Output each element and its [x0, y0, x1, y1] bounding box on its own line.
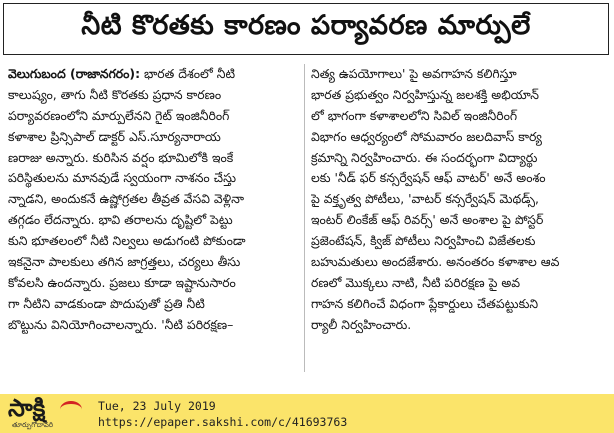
- article-line: కోవలసి ఉందన్నారు. ప్రజలు కూడా ఇష్టానుసారం: [8, 274, 236, 290]
- footer-bar: [0, 394, 614, 433]
- article-line: గా నీటిని వాడకుండా పొదుపుతో ప్రతి నీటి: [8, 295, 205, 311]
- article-line: పర్యావరణంలోని మార్పులేనని గైట్ ఇంజినీరింగ్: [8, 107, 230, 123]
- column-divider: [304, 64, 305, 372]
- article-line: పై వక్తృత్వ పోటీలు, 'వాటర్ కన్సర్వేషన్ మెథడ్స్,: [311, 191, 539, 207]
- article-column-left: [8, 64, 298, 336]
- epaper-url[interactable]: https://epaper.sakshi.com/c/41693763: [98, 415, 348, 429]
- article-column-right: [311, 64, 601, 336]
- article-line: ణరాజు అన్నారు. కురిసిన వర్షం భూమిలోకి ఇంకే: [8, 149, 234, 165]
- article-line: నిత్య ఉపయోగాలు' పై అవగాహన కలిగిస్తూ: [311, 66, 517, 81]
- article-line: క్రమాన్ని నిర్వహించారు. ఈ సందర్భంగా విద్యార్థు: [311, 149, 538, 165]
- headline: నీటి కొరతకు కారణం పర్యావరణ మార్పులే: [81, 10, 531, 41]
- article-line: వెలుగుబంద (రాజానగరం): భారత దేశంలో నీటి: [8, 66, 236, 81]
- headline-box: [3, 3, 609, 55]
- article-line: కళాశాల ప్రిన్సిపాల్ డాక్టర్ ఎస్.సూర్యనారాయ: [8, 128, 221, 144]
- logo-text: సాక్షి: [8, 394, 46, 422]
- article-line: భారత ప్రభుత్వం నిర్వహిస్తున్న జలశక్తి అభియాన్: [311, 86, 539, 102]
- footer-meta: [98, 398, 347, 430]
- article-line: ఇంటర్ లింకేజ్ ఆఫ్ రివర్స్' అనే అంశాల పై పోస్టర్: [311, 212, 544, 228]
- publication-date: Tue, 23 July 2019: [98, 399, 216, 413]
- article-line: లకు 'నీడ్ ఫర్ కన్సర్వేషన్ ఆఫ్ వాటర్' అనే అంశం: [311, 170, 546, 186]
- article-line: విభాగం ఆధ్వర్యంలో సోమవారం జలదివాస్ కార్య: [311, 128, 542, 144]
- dateline: వెలుగుబంద (రాజానగరం):: [8, 66, 141, 81]
- article-line: ప్రజెంటేషన్, క్విజ్ పోటీలు నిర్వహించి విజేతలకు: [311, 233, 536, 249]
- article-line: న్నాడని, అందుకనే ఉష్ణోగ్రతల తీవ్రత వేసవి వెళ్లినా: [8, 191, 244, 207]
- article-line: పరిస్థితులను మానవుడే స్వయంగా నాశనం చేస్తు: [8, 170, 237, 186]
- article-line: గాహన కలిగించే విధంగా ప్లేకార్డులు చేతపట్టుకుని: [311, 295, 539, 311]
- article-line: లో భాగంగా కళాశాలలోని సివిల్ ఇంజినీరింగ్: [311, 107, 518, 123]
- article-line: రణలో మొక్కలు నాటి, నీటి పరిరక్షణ పై అవ: [311, 274, 521, 290]
- logo-swoosh-icon: [60, 401, 82, 418]
- article-line: బహుమతులు అందజేశారు. అనంతరం కళాశాల ఆవ: [311, 254, 560, 270]
- article-line: కాలుష్యం, తాగు నీటి కొరతకు ప్రధాన కారణం: [8, 86, 222, 102]
- logo-subtext: తూర్పుగోదావరి: [12, 421, 53, 429]
- article-line: ఇకనైనా పాలకులు తగిన జాగ్రత్తలు, చర్యలు తీసు: [8, 254, 241, 270]
- article-line: తగ్గడం లేదన్నారు. భావి తరాలను దృష్టిలో పెట్టు: [8, 212, 233, 228]
- article-line: కుని భూతలంలో నీటి నిల్వలు అడుగంటి పోకుండా: [8, 233, 246, 249]
- article-line: బొట్టును వినియోగించాలన్నారు. 'నీటి పరిరక్షణ–: [8, 316, 234, 332]
- sakshi-logo[interactable]: [8, 394, 90, 430]
- article-line: ర్యాలీ నిర్వహించారు.: [311, 316, 412, 332]
